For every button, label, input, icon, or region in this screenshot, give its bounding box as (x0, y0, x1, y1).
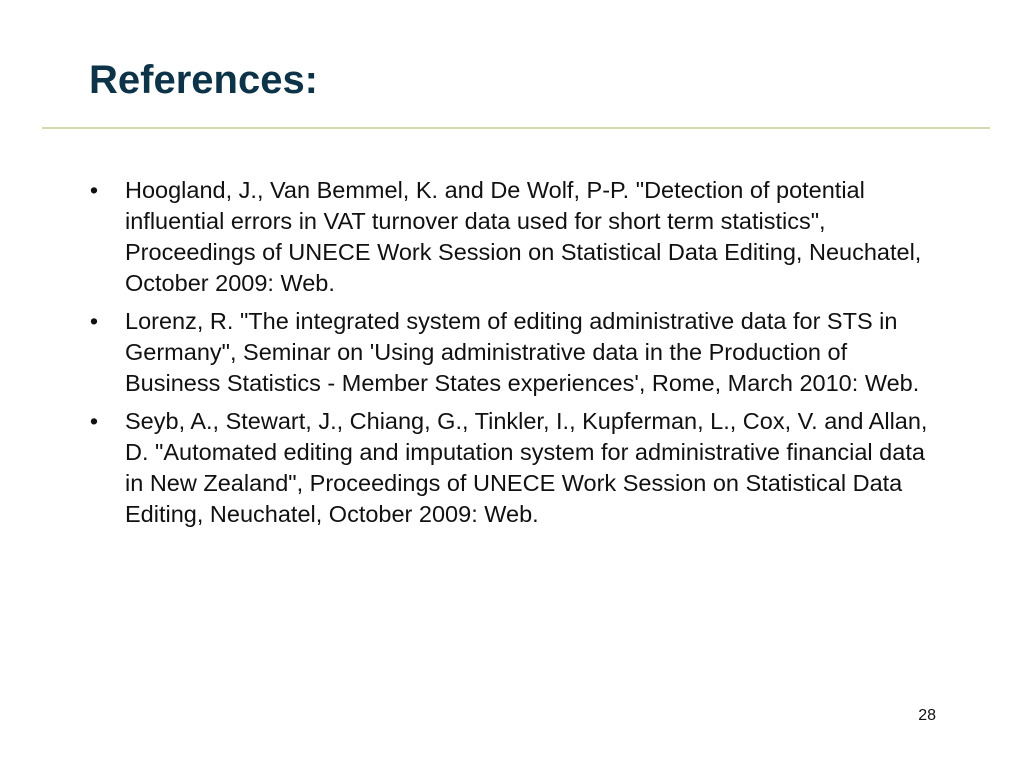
page-number: 28 (918, 707, 936, 724)
reference-text: Hoogland, J., Van Bemmel, K. and De Wolf, P-P. "Detection of potential influential errors in VAT turnover data used for short term statistics", Proceedings of UNECE Work Session on Statistical Data Editing, Neuchatel, October 2009: Web. (125, 177, 922, 296)
reference-text: Lorenz, R. "The integrated system of editing administrative data for STS in Germany", Seminar on 'Using administrative data in the Production of Business Statistics - Member States experiences', Rome, March 2010: Web. (125, 308, 920, 396)
reference-text: Seyb, A., Stewart, J., Chiang, G., Tinkler, I., Kupferman, L., Cox, V. and Allan, D. "Automated editing and imputation system for administrative financial data in New Zealand", Proceedings of UNECE Work Session on Statistical Data Editing, Neuchatel, October 2009: Web. (125, 408, 928, 527)
reference-item (84, 406, 944, 530)
title-divider (42, 127, 990, 129)
slide-title: References: (89, 58, 319, 102)
bullet-icon: • (89, 408, 99, 434)
reference-item (84, 306, 944, 399)
reference-list (84, 175, 944, 537)
bullet-icon: • (89, 308, 99, 334)
reference-item (84, 175, 944, 299)
bullet-icon: • (89, 177, 99, 203)
